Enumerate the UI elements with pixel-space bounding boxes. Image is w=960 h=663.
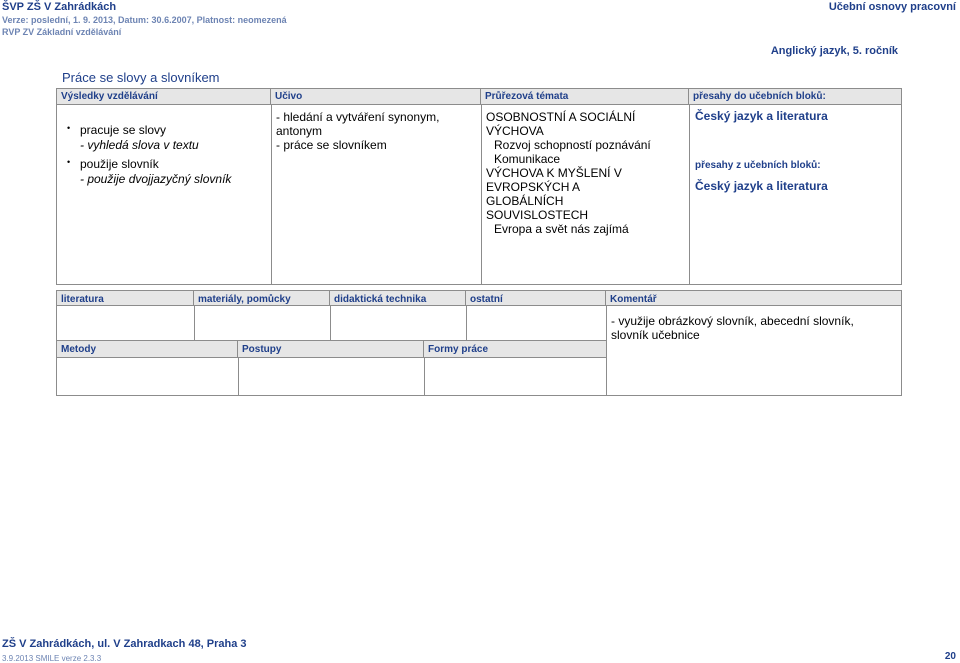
header-other: ostatní (466, 290, 606, 306)
content-line: - hledání a vytváření synonym, (276, 110, 440, 124)
theme-line: VÝCHOVA K MYŠLENÍ V (486, 166, 622, 180)
page-number: 20 (944, 651, 956, 662)
theme-line: OSOBNOSTNÍ A SOCIÁLNÍ (486, 110, 636, 124)
footer-software: 3.9.2013 SMILE verze 2.3.3 (2, 654, 102, 663)
rvp-line: RVP ZV Základní vzdělávání (2, 27, 122, 37)
overlap-from-label: přesahy z učebních bloků: (695, 160, 821, 171)
content-cell (276, 110, 476, 152)
other-cell (466, 305, 607, 341)
doc-type: Učební osnovy pracovní (828, 1, 956, 13)
literature-cell (56, 305, 195, 341)
comment-cell (606, 305, 902, 396)
theme-line: VÝCHOVA (486, 124, 544, 138)
bullet-icon: • (67, 157, 71, 167)
content-line: antonym (276, 124, 323, 138)
procedures-cell (238, 357, 425, 396)
section-title: Práce se slovy a slovníkem (62, 70, 220, 85)
methods-label: Metody (56, 340, 238, 358)
header-materials: materiály, pomůcky (194, 290, 330, 306)
forms-cell (424, 357, 607, 396)
resources-table (56, 290, 902, 396)
materials-cell (194, 305, 331, 341)
header-outcomes: Výsledky vzdělávání (57, 89, 271, 104)
procedures-label: Postupy (238, 340, 424, 358)
footer-address: ZŠ V Zahrádkách, ul. V Zahradkach 48, Praha 3 (2, 638, 247, 650)
forms-label: Formy práce (424, 340, 607, 358)
outcome-main: pracuje se slovy (80, 123, 167, 137)
bullet-icon: • (67, 123, 71, 133)
technology-cell (330, 305, 467, 341)
theme-line: SOUVISLOSTECH (486, 208, 589, 222)
school-name: ŠVP ZŠ V Zahrádkách (2, 1, 117, 13)
outcome-sub: - použije dvojjazyčný slovník (80, 172, 232, 186)
methods-cell (56, 357, 239, 396)
theme-line: GLOBÁLNÍCH (486, 194, 564, 208)
theme-line: EVROPSKÝCH A (486, 180, 581, 194)
theme-subline: Komunikace (494, 152, 561, 166)
outcome-sub: - vyhledá slova v textu (80, 138, 199, 152)
overlap-to-subject: Český jazyk a literatura (695, 109, 828, 123)
header-themes: Průřezová témata (481, 89, 689, 104)
content-line: - práce se slovníkem (276, 138, 387, 152)
header-literature: literatura (56, 290, 194, 306)
comment-line: - využije obrázkový slovník, abecední slovník, (611, 314, 854, 328)
theme-subline: Evropa a svět nás zajímá (494, 222, 629, 236)
header-technology: didaktická technika (330, 290, 466, 306)
outcome-main: použije slovník (80, 157, 159, 171)
header-comment: Komentář (606, 290, 902, 306)
header-content: Učivo (271, 89, 481, 104)
subject-year: Anglický jazyk, 5. ročník (770, 45, 898, 57)
version-line: Verze: poslední, 1. 9. 2013, Datum: 30.6.2007, Platnost: neomezená (2, 15, 287, 25)
header-overlaps: přesahy do učebních bloků: (689, 89, 901, 104)
comment-line: slovník učebnice (611, 328, 700, 342)
overlap-from-subject: Český jazyk a literatura (695, 179, 828, 193)
outcomes-table (56, 88, 902, 285)
themes-cell (486, 110, 686, 236)
theme-subline: Rozvoj schopností poznávání (494, 138, 651, 152)
